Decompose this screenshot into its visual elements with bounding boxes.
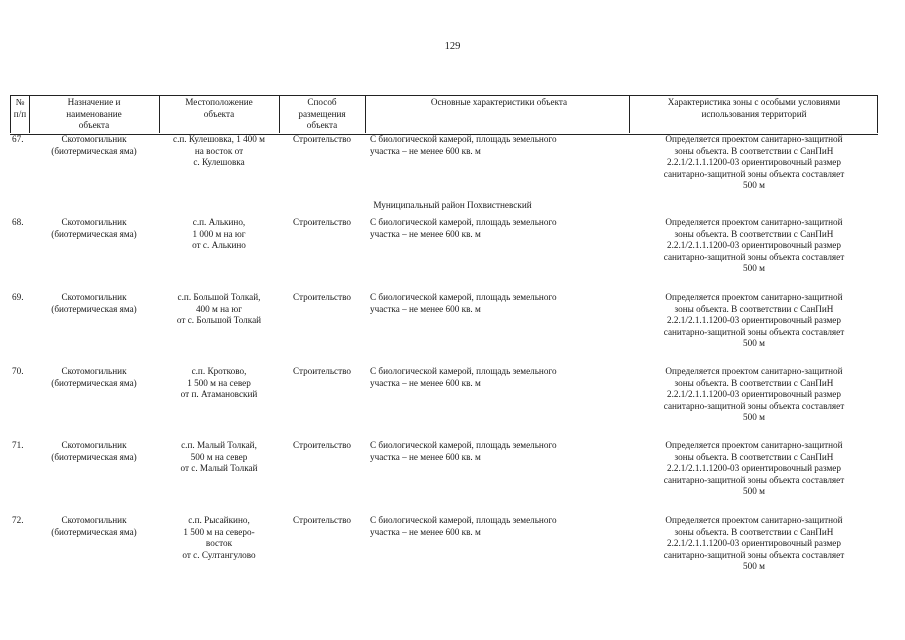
row-zone: Определяется проектом санитарно-защитной зоны объекта. В соответствии с СанПиН 2.2.1/2.1.1.1200-03 ориентировочный размер санитарно-защитной зоны объекта составляет 500 м [663, 515, 845, 572]
header-method: Способ размещения объекта [298, 97, 346, 131]
row-zone: Определяется проектом санитарно-защитной зоны объекта. В соответствии с СанПиН 2.2.1/2.1.1.1200-03 ориентировочный размер санитарно-защитной зоны объекта составляет 500 м [663, 366, 845, 423]
row-location: с.п. Большой Толкай, 400 м на юг от с. Большой Толкай [176, 292, 262, 326]
row-characteristics: С биологической камерой, площадь земельного участка – не менее 600 кв. м [370, 134, 557, 156]
row-number: 71. [12, 440, 24, 450]
header-location: Местоположение объекта [185, 97, 253, 119]
header-purpose: Назначение и наименование объекта [66, 97, 122, 131]
row-location: с.п. Кротково, 1 500 м на север от п. Атамановский [180, 366, 258, 400]
row-purpose: Скотомогильник (биотермическая яма) [51, 515, 137, 537]
row-characteristics: С биологической камерой, площадь земельного участка – не менее 600 кв. м [370, 217, 557, 239]
row-number: 67. [12, 134, 24, 144]
header-characteristics: Основные характеристики объекта [430, 97, 568, 107]
row-location: с.п. Кулешовка, 1 400 м на восток от с. Кулешовка [173, 134, 265, 168]
row-characteristics: С биологической камерой, площадь земельного участка – не менее 600 кв. м [370, 292, 557, 314]
row-zone: Определяется проектом санитарно-защитной зоны объекта. В соответствии с СанПиН 2.2.1/2.1.1.1200-03 ориентировочный размер санитарно-защитной зоны объекта составляет 500 м [663, 440, 845, 497]
row-method: Строительство [292, 134, 352, 144]
row-purpose: Скотомогильник (биотермическая яма) [51, 217, 137, 239]
row-characteristics: С биологической камерой, площадь земельного участка – не менее 600 кв. м [370, 440, 557, 462]
row-zone: Определяется проектом санитарно-защитной зоны объекта. В соответствии с СанПиН 2.2.1/2.1.1.1200-03 ориентировочный размер санитарно-защитной зоны объекта составляет 500 м [663, 217, 845, 274]
row-purpose: Скотомогильник (биотермическая яма) [51, 440, 137, 462]
page-number: 129 [444, 41, 461, 52]
row-zone: Определяется проектом санитарно-защитной зоны объекта. В соответствии с СанПиН 2.2.1/2.1.1.1200-03 ориентировочный размер санитарно-защитной зоны объекта составляет 500 м [663, 134, 845, 191]
row-method: Строительство [292, 366, 352, 376]
row-location: с.п. Алькино, 1 000 м на юг от с. Алькино [192, 217, 246, 251]
row-purpose: Скотомогильник (биотермическая яма) [51, 366, 137, 388]
section-title: Муниципальный район Похвистневский [373, 200, 532, 210]
row-number: 69. [12, 292, 24, 302]
row-location: с.п. Малый Толкай, 500 м на север от с. Малый Толкай [180, 440, 258, 474]
row-zone: Определяется проектом санитарно-защитной зоны объекта. В соответствии с СанПиН 2.2.1/2.1.1.1200-03 ориентировочный размер санитарно-защитной зоны объекта составляет 500 м [663, 292, 845, 349]
row-number: 68. [12, 217, 24, 227]
row-number: 70. [12, 366, 24, 376]
row-location: с.п. Рысайкино, 1 500 м на северо- восток от с. Султангулово [182, 515, 256, 560]
row-method: Строительство [292, 217, 352, 227]
header-num: № п/п [13, 97, 27, 119]
column-divider [10, 95, 11, 133]
row-number: 72. [12, 515, 24, 525]
row-purpose: Скотомогильник (биотермическая яма) [51, 292, 137, 314]
row-characteristics: С биологической камерой, площадь земельного участка – не менее 600 кв. м [370, 515, 557, 537]
row-method: Строительство [292, 440, 352, 450]
header-zone: Характеристика зоны с особыми условиями использования территорий [667, 97, 841, 119]
row-purpose: Скотомогильник (биотермическая яма) [51, 134, 137, 156]
row-method: Строительство [292, 515, 352, 525]
row-method: Строительство [292, 292, 352, 302]
row-characteristics: С биологической камерой, площадь земельного участка – не менее 600 кв. м [370, 366, 557, 388]
